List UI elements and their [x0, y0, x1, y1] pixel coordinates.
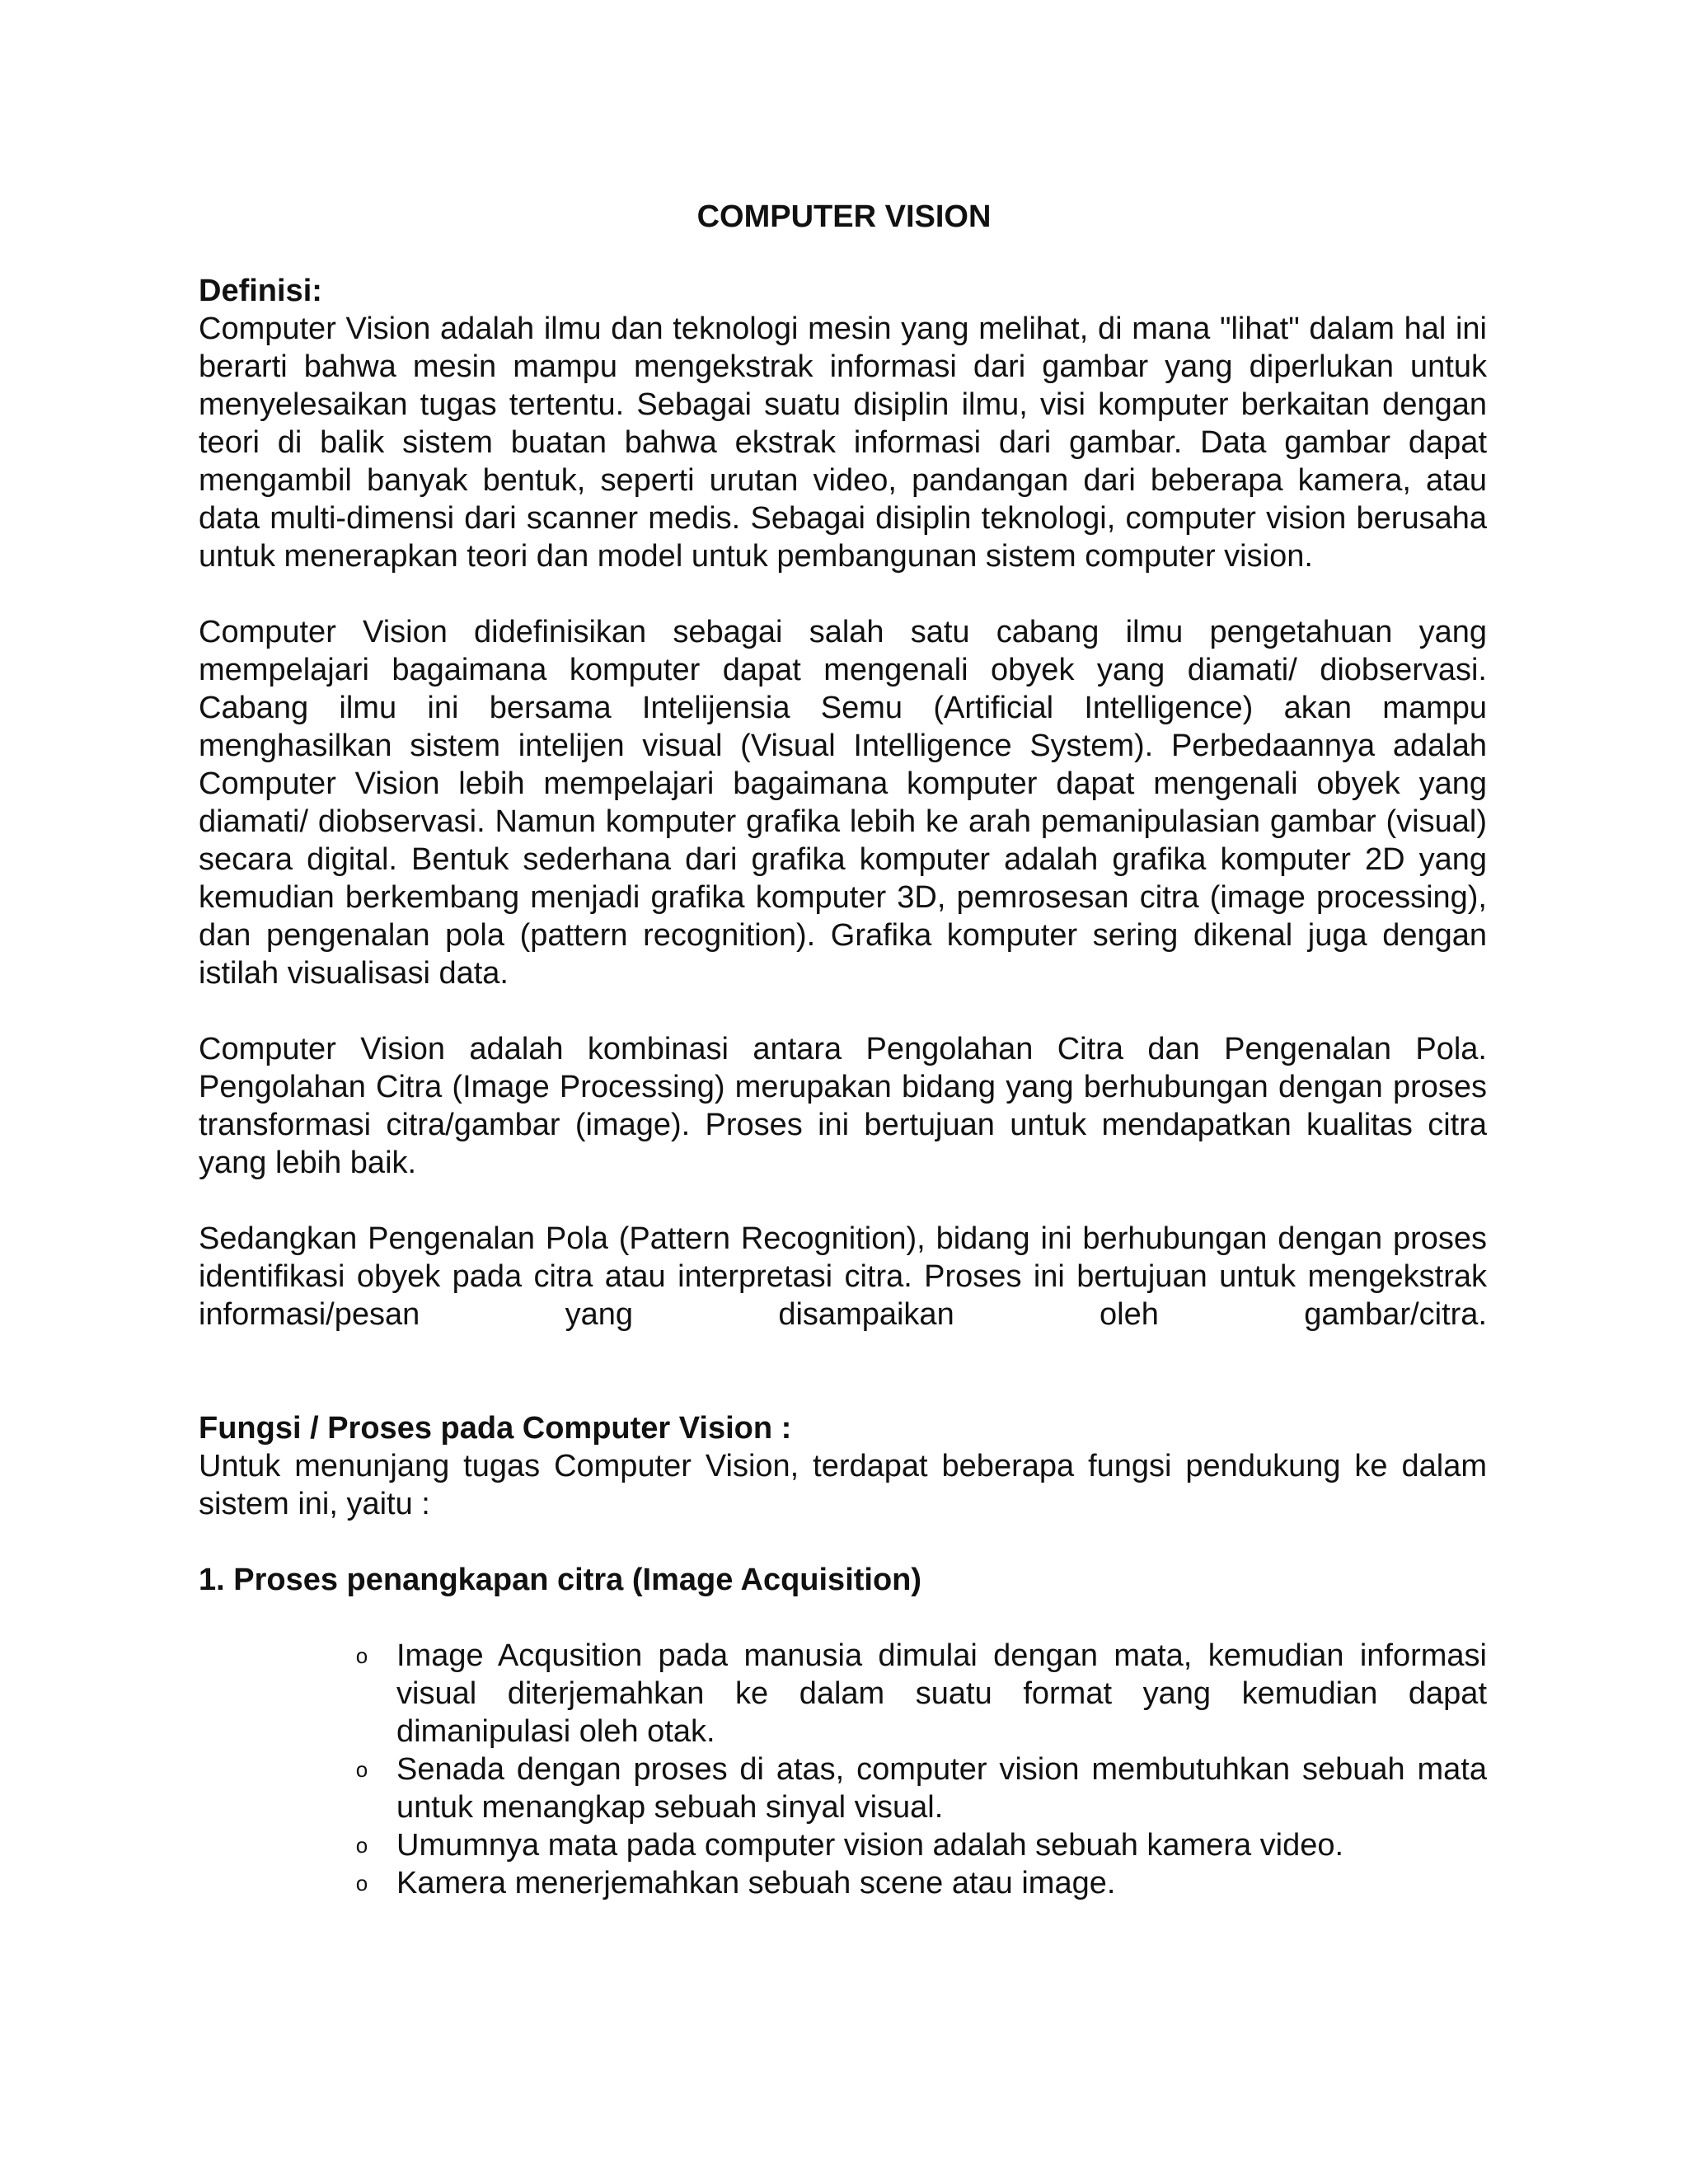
list-item: [355, 1750, 1487, 1826]
bullet-text: Umumnya mata pada computer vision adalah sebuah kamera video.: [396, 1828, 1344, 1863]
bullet-circle-icon: o: [355, 1643, 368, 1668]
list-item: [355, 1826, 1487, 1864]
bullet-text: Image Acqusition pada manusia dimulai dengan mata, kemudian informasi visual diterjemahkan ke dalam suatu format yang kemudian dapat dimanipulasi oleh otak.: [396, 1638, 1487, 1749]
definition-paragraph-4: Sedangkan Pengenalan Pola (Pattern Recognition), bidang ini berhubungan dengan proses identifikasi obyek pada citra atau interpretasi citra. Proses ini bertujuan untuk mengekstrak informasi/pesan yang disampaikan oleh gambar/citra.: [199, 1221, 1487, 1332]
bullet-text: Kamera menerjemahkan sebuah scene atau image.: [396, 1866, 1116, 1900]
definition-paragraph-1: Computer Vision adalah ilmu dan teknologi mesin yang melihat, di mana "lihat" dalam hal ini berarti bahwa mesin mampu mengekstrak informasi dari gambar yang diperlukan untuk menyelesaikan tugas tertentu. Sebagai suatu disiplin ilmu, visi komputer berkaitan dengan teori di balik sistem buatan bahwa ekstrak informasi dari gambar. Data gambar dapat mengambil banyak bentuk, seperti urutan video, pandangan dari beberapa kamera, atau data multi-dimensi dari scanner medis. Sebagai disiplin teknologi, computer vision berusaha untuk menerapkan teori dan model untuk pembangunan sistem computer vision.: [199, 312, 1487, 574]
document-body: [199, 272, 1487, 1902]
step-1-bullet-list: [355, 1637, 1487, 1902]
bullet-text: Senada dengan proses di atas, computer vision membutuhkan sebuah mata untuk menangkap sebuah sinyal visual.: [396, 1752, 1487, 1825]
definition-paragraph-2: Computer Vision didefinisikan sebagai salah satu cabang ilmu pengetahuan yang mempelajari bagaimana komputer dapat mengenali obyek yang diamati/ diobservasi. Cabang ilmu ini bersama Intelijensia Semu (Artificial Intelligence) akan mampu menghasilkan sistem intelijen visual (Visual Intelligence System). Perbedaannya adalah Computer Vision lebih mempelajari bagaimana komputer dapat mengenali obyek yang diamati/ diobservasi. Namun komputer grafika lebih ke arah pemanipulasian gambar (visual) secara digital. Bentuk sederhana dari grafika komputer adalah grafika komputer 2D yang kemudian berkembang menjadi grafika komputer 3D, pemrosesan citra (image processing), dan pengenalan pola (pattern recognition). Grafika komputer sering dikenal juga dengan istilah visualisasi data.: [199, 615, 1487, 991]
functions-intro: Untuk menunjang tugas Computer Vision, terdapat beberapa fungsi pendukung ke dalam sistem ini, yaitu :: [199, 1449, 1487, 1521]
definition-paragraph-3: Computer Vision adalah kombinasi antara Pengolahan Citra dan Pengenalan Pola. Pengolahan Citra (Image Processing) merupakan bidang yang berhubungan dengan proses transformasi citra/gambar (image). Proses ini bertujuan untuk mendapatkan kualitas citra yang lebih baik.: [199, 1032, 1487, 1180]
bullet-circle-icon: o: [355, 1833, 368, 1858]
bullet-circle-icon: o: [355, 1757, 368, 1782]
bullet-circle-icon: o: [355, 1871, 368, 1896]
list-item: [355, 1637, 1487, 1750]
list-item: [355, 1864, 1487, 1902]
definition-heading: Definisi:: [199, 274, 322, 308]
page-title: COMPUTER VISION: [696, 199, 992, 234]
step-1-heading: 1. Proses penangkapan citra (Image Acquisition): [199, 1563, 922, 1597]
functions-heading: Fungsi / Proses pada Computer Vision :: [199, 1411, 792, 1446]
